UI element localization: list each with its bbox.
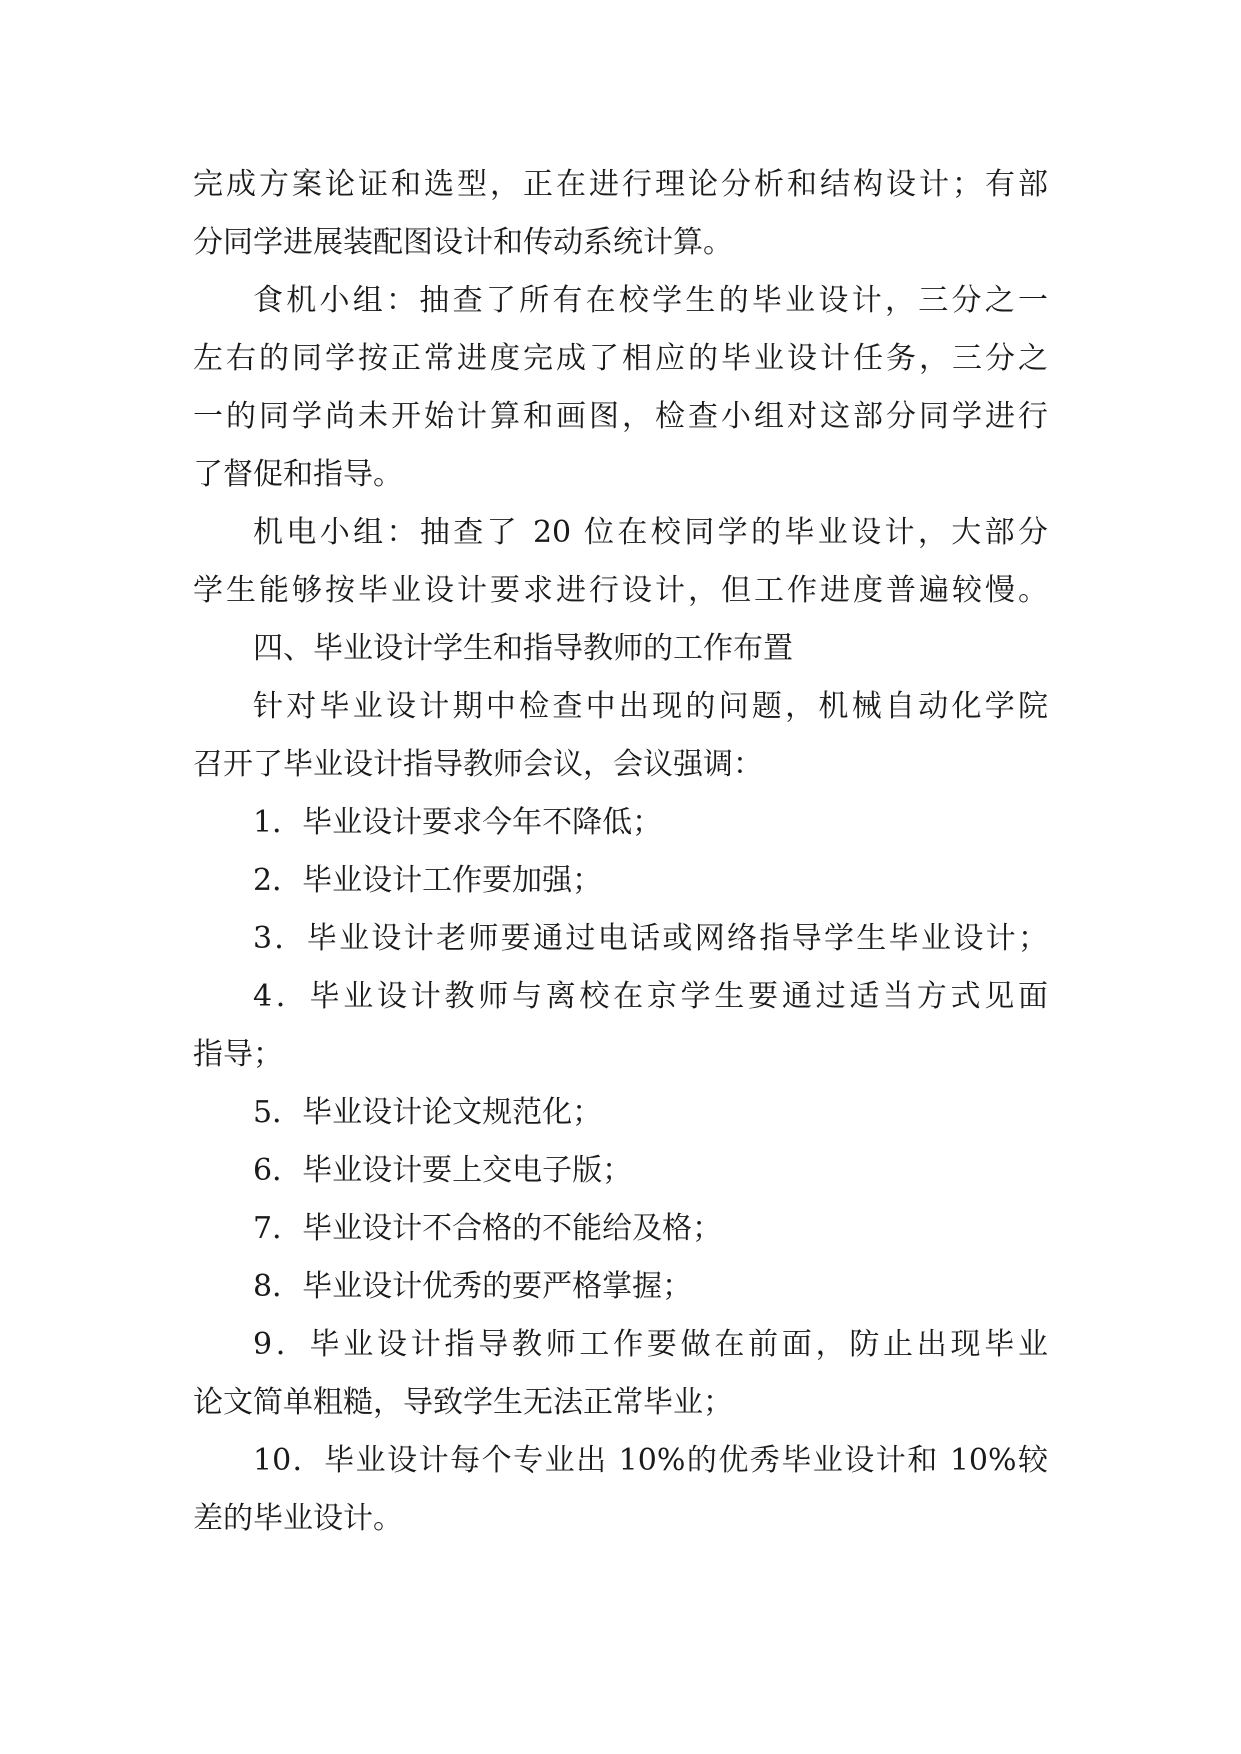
section-heading: 四、毕业设计学生和指导教师的工作布置	[253, 631, 793, 666]
text-line: 左右的同学按正常进度完成了相应的毕业设计任务，三分之	[193, 341, 1048, 376]
paragraph-start: 针对毕业设计期中检查中出现的问题，机械自动化学院	[253, 689, 1048, 724]
list-item: 3．毕业设计老师要通过电话或网络指导学生毕业设计；	[253, 921, 1048, 956]
text-line: 一的同学尚未开始计算和画图，检查小组对这部分同学进行	[193, 399, 1048, 434]
paragraph-start: 机电小组：抽查了 20 位在校同学的毕业设计，大部分	[253, 515, 1048, 550]
list-item: 7．毕业设计不合格的不能给及格；	[253, 1211, 723, 1246]
list-item: 2．毕业设计工作要加强；	[253, 863, 603, 898]
list-item-continuation: 论文简单粗糙，导致学生无法正常毕业；	[193, 1385, 733, 1420]
list-item: 5．毕业设计论文规范化；	[253, 1095, 603, 1130]
list-item: 1．毕业设计要求今年不降低；	[253, 805, 663, 840]
text-line: 完成方案论证和选型，正在进行理论分析和结构设计；有部	[193, 167, 1048, 202]
paragraph-start: 食机小组：抽查了所有在校学生的毕业设计，三分之一	[253, 283, 1048, 318]
list-item: 8．毕业设计优秀的要严格掌握；	[253, 1269, 693, 1304]
text-line: 分同学进展装配图设计和传动系统计算。	[193, 225, 733, 260]
text-line: 了督促和指导。	[193, 457, 403, 492]
text-line: 召开了毕业设计指导教师会议，会议强调：	[193, 747, 763, 782]
list-item-continuation: 差的毕业设计。	[193, 1501, 403, 1536]
list-item: 6．毕业设计要上交电子版；	[253, 1153, 633, 1188]
list-item: 10．毕业设计每个专业出 10%的优秀毕业设计和 10%较	[253, 1443, 1048, 1478]
list-item: 4．毕业设计教师与离校在京学生要通过适当方式见面	[253, 979, 1048, 1014]
list-item: 9．毕业设计指导教师工作要做在前面，防止出现毕业	[253, 1327, 1048, 1362]
text-line: 学生能够按毕业设计要求进行设计，但工作进度普遍较慢。	[193, 573, 1048, 608]
list-item-continuation: 指导；	[193, 1037, 283, 1072]
